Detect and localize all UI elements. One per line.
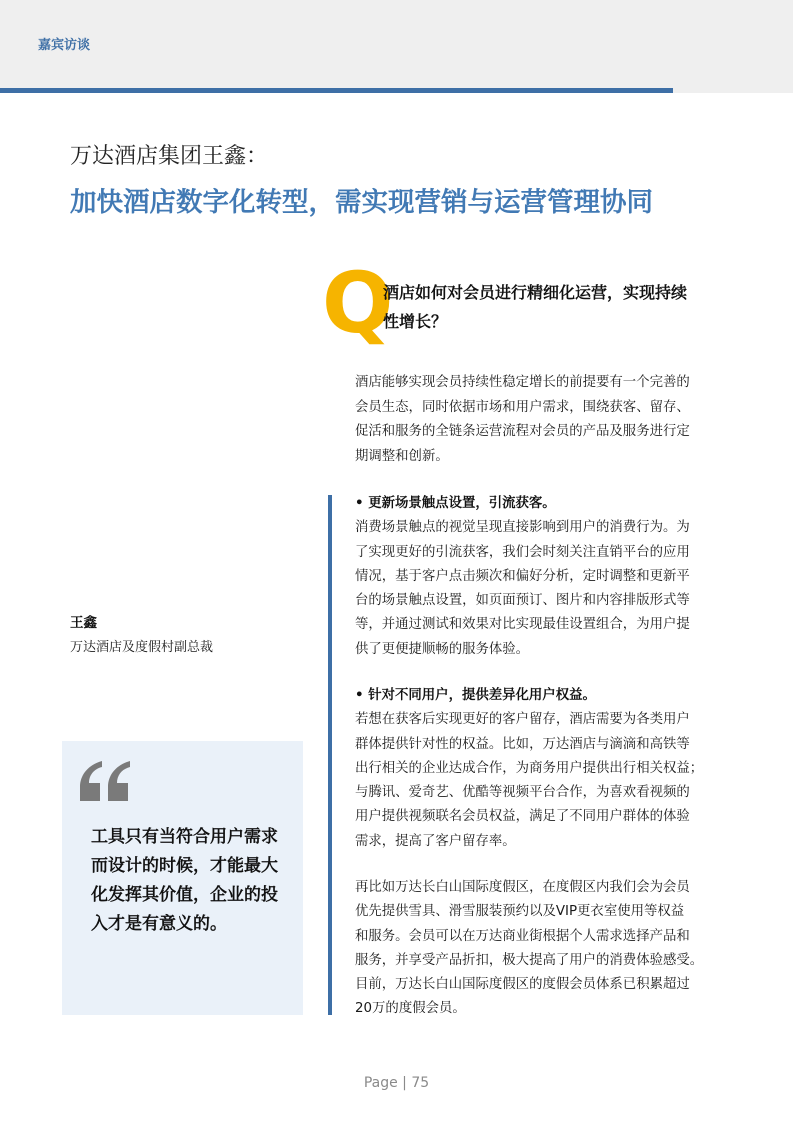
quote-mark-right: [108, 761, 130, 801]
answer-point-heading: • 更新场景触点设置，引流获客。: [355, 496, 556, 511]
answer-point-heading: • 针对不同用户，提供差异化用户权益。: [355, 688, 596, 703]
answer-example: [355, 876, 703, 1022]
answer-example-line: 20万的度假会员。: [355, 1001, 466, 1017]
answer-point-line: 用户提供视频联名会员权益，满足了不同用户群体的体验: [355, 809, 690, 825]
answer-point-line: 台的场景触点设置，如页面预订、图片和内容排版形式等: [355, 593, 690, 609]
header-band: [0, 0, 793, 93]
pull-quote-line: 工具只有当符合用户需求: [91, 827, 278, 847]
interviewee-position: 万达酒店及度假村副总裁: [70, 640, 214, 655]
answer-point-2: [355, 684, 703, 854]
answer-point-line: 消费场景触点的视觉呈现直接影响到用户的消费行为。为: [355, 520, 690, 536]
answer-point-line: 需求，提高了客户留存率。: [355, 833, 516, 849]
section-label: 嘉宾访谈: [38, 38, 91, 53]
question-line: 酒店如何对会员进行精细化运营，实现持续: [383, 283, 688, 302]
answer-example-line: 和服务。会员可以在万达商业街根据个人需求选择产品和: [355, 928, 690, 944]
interviewee-name: 王鑫: [70, 615, 97, 631]
answer-point-1: [355, 492, 690, 662]
answer-example-line: 目前，万达长白山国际度假区的度假会员体系已积累超过: [355, 977, 690, 993]
answer-point-line: 等，并通过测试和效果对比实现最佳设置组合，为用户提: [355, 617, 690, 633]
question-text: [383, 278, 687, 336]
answer-intro-line: 期调整和创新。: [355, 448, 449, 464]
answer-intro-line: 会员生态，同时依据市场和用户需求，围绕获客、留存、: [355, 399, 690, 415]
answer-example-line: 优先提供雪具、滑雪服装预约以及VIP更衣室使用等权益: [355, 904, 685, 920]
pull-quote-line: 入才是有意义的。: [91, 914, 227, 934]
header-rule: [0, 88, 673, 93]
pull-quote-line: 化发挥其价值，企业的投: [91, 885, 278, 905]
article-title-line-2: 加快酒店数字化转型，需实现营销与运营管理协同: [70, 187, 653, 218]
pull-quote-text: [91, 823, 278, 939]
quote-open-icon: [80, 761, 132, 801]
answer-point-line: 供了更便捷顺畅的服务体验。: [355, 641, 530, 657]
question-line: 性增长？: [383, 312, 448, 331]
answer-point-line: 群体提供针对性的权益。比如，万达酒店与滴滴和高铁等: [355, 736, 690, 752]
answer-example-line: 再比如万达长白山国际度假区，在度假区内我们会为会员: [355, 880, 690, 895]
answer-point-line: 与腾讯、爱奇艺、优酷等视频平台合作，为喜欢看视频的: [355, 785, 690, 801]
answer-intro: [355, 371, 690, 469]
answer-point-line: 若想在获客后实现更好的客户留存，酒店需要为各类用户: [355, 712, 690, 728]
answer-point-line: 情况，基于客户点击频次和偏好分析，定时调整和更新平: [355, 568, 690, 584]
pull-quote-box: [62, 741, 303, 1015]
page-number: Page | 75: [363, 1075, 430, 1091]
question-marker: Q: [322, 254, 394, 352]
article-title-line-1: 万达酒店集团王鑫：: [70, 144, 269, 169]
quote-mark-left: [80, 761, 102, 801]
pull-quote-line: 而设计的时候，才能最大: [91, 856, 278, 876]
answer-point-line: 了实现更好的引流获客，我们会时刻关注直销平台的应用: [355, 544, 690, 560]
answer-point-line: 出行相关的企业达成合作，为商务用户提供出行相关权益；: [355, 760, 704, 776]
answer-intro-line: 酒店能够实现会员持续性稳定增长的前提要有一个完善的: [355, 375, 690, 390]
answer-side-bar: [328, 495, 332, 1015]
answer-example-line: 服务，并享受产品折扣，极大提高了用户的消费体验感受。: [355, 952, 704, 968]
answer-intro-line: 促活和服务的全链条运营流程对会员的产品及服务进行定: [355, 424, 690, 439]
